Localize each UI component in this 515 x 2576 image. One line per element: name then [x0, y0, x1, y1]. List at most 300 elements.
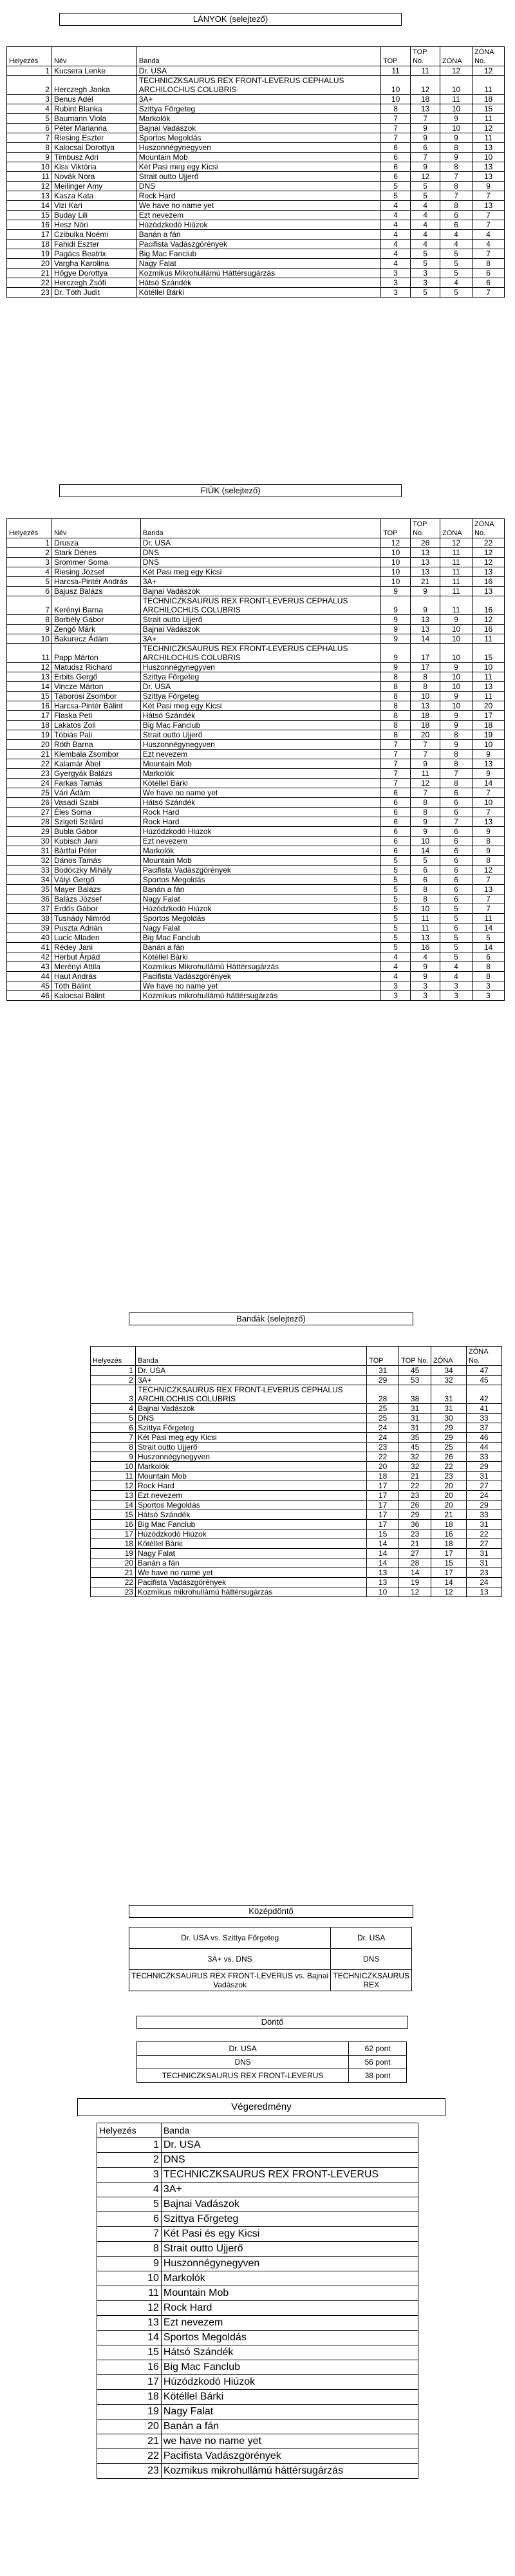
boys-row-cell: 26: [411, 538, 440, 548]
bands-row-cell: 45: [399, 1366, 431, 1376]
semifinal-row-cell: TECHNICZKSAURUS REX FRONT-LEVERUS vs. Bajnai Vadászok: [129, 1970, 331, 1991]
girls-row-cell: We have no name yet: [136, 201, 380, 211]
boys-row-cell: 23: [7, 769, 52, 779]
bands-body: [91, 1366, 502, 1597]
bands-row-cell: Bajnai Vadászok: [135, 1404, 366, 1414]
boys-row-cell: 14: [473, 923, 505, 933]
boys-row-cell: Banán a fán: [140, 943, 380, 952]
boys-row-cell: 9: [440, 692, 473, 701]
boys-row-cell: Riesing József: [52, 567, 140, 577]
bands-row-cell: 32: [399, 1452, 431, 1462]
girls-row-cell: Nagy Falat: [136, 259, 380, 269]
boys-row-cell: 5: [440, 943, 473, 952]
boys-row-cell: Kubisch Jani: [52, 837, 140, 846]
boys-row-cell: 46: [7, 991, 52, 1001]
girls-header-6: ZÓNA No.: [473, 47, 505, 66]
boys-row-cell: 33: [7, 866, 52, 875]
girls-row-cell: 7: [473, 191, 505, 201]
bands-row-cell: 17: [367, 1481, 399, 1491]
girls-row-cell: 8: [7, 143, 52, 153]
boys-section-title: FIÚK (selejtező): [59, 484, 402, 497]
girls-row: [7, 191, 505, 201]
boys-row-cell: 8: [440, 730, 473, 740]
result-row-cell: 7: [97, 2227, 162, 2242]
boys-row-cell: 16: [473, 625, 505, 634]
bands-row-cell: 32: [431, 1376, 467, 1385]
boys-row-cell: 6: [440, 923, 473, 933]
girls-header-2: Banda: [136, 47, 380, 66]
girls-row-cell: Bajnai Vadászok: [136, 124, 380, 133]
girls-row-cell: Kucsera Lenke: [52, 66, 136, 76]
girls-row-cell: Huszonnégynegyven: [136, 143, 380, 153]
boys-row-cell: 6: [440, 846, 473, 856]
boys-row-cell: 4: [381, 962, 411, 972]
boys-row-cell: 6: [440, 866, 473, 875]
girls-row-cell: 6: [440, 211, 473, 220]
bands-row-cell: 33: [467, 1510, 502, 1520]
boys-row-cell: 9: [411, 962, 440, 972]
boys-row-cell: 5: [7, 577, 52, 587]
girls-row-cell: 5: [411, 249, 440, 259]
boys-row-cell: 7: [381, 779, 411, 788]
boys-row-cell: 6: [440, 808, 473, 817]
bands-row-cell: 6: [91, 1423, 136, 1433]
boys-row-cell: 17: [473, 711, 505, 721]
bands-row-cell: 15: [91, 1510, 136, 1520]
boys-row-cell: 8: [411, 682, 440, 692]
boys-row-cell: Matudsz Richard: [52, 663, 140, 672]
boys-row-cell: Bodóczky Mihály: [52, 866, 140, 875]
boys-row-cell: 10: [473, 663, 505, 672]
boys-row-cell: 38: [7, 914, 52, 923]
boys-row: [7, 730, 505, 740]
result-row: [97, 2227, 418, 2242]
bands-row-cell: 42: [467, 1385, 502, 1404]
girls-row-cell: 5: [411, 191, 440, 201]
boys-row-cell: 9: [411, 972, 440, 981]
result-row-cell: Mountain Mob: [161, 2286, 418, 2301]
girls-row-cell: 6: [381, 143, 411, 153]
girls-row-cell: 7: [381, 133, 411, 143]
final-row-cell: Dr. USA: [137, 2042, 349, 2056]
boys-row-cell: 6: [440, 837, 473, 846]
boys-row-cell: 5: [440, 904, 473, 914]
girls-row-cell: 7: [473, 249, 505, 259]
girls-row-cell: 4: [411, 240, 440, 249]
girls-row-cell: Big Mac Fanclub: [136, 249, 380, 259]
result-row: [97, 2301, 418, 2316]
bands-row-cell: 29: [431, 1433, 467, 1443]
girls-row-cell: 4: [381, 230, 411, 240]
result-row-cell: Markolók: [161, 2271, 418, 2286]
boys-row-cell: 10: [411, 904, 440, 914]
bands-row-cell: 34: [431, 1366, 467, 1376]
bands-row-cell: 31: [367, 1366, 399, 1376]
boys-row-cell: 8: [473, 962, 505, 972]
boys-row-cell: 9: [440, 721, 473, 730]
boys-row-cell: Rédey Jani: [52, 943, 140, 952]
girls-row-cell: Rock Hard: [136, 191, 380, 201]
bands-row-cell: 31: [467, 1549, 502, 1558]
boys-row-cell: 4: [440, 972, 473, 981]
boys-row-cell: Bajnai Vadászok: [140, 587, 380, 596]
boys-header-row: [7, 519, 505, 538]
girls-row: [7, 124, 505, 133]
boys-row-cell: Kerényi Barna: [52, 596, 140, 615]
result-title: Végeredmény: [77, 2098, 445, 2116]
boys-row-cell: Stark Dénes: [52, 548, 140, 558]
bands-row: [91, 1414, 502, 1423]
boys-row-cell: 11: [440, 587, 473, 596]
bands-row-cell: 27: [399, 1549, 431, 1558]
boys-row-cell: Nagy Falat: [140, 923, 380, 933]
boys-row-cell: 8: [473, 856, 505, 866]
girls-row-cell: 15: [473, 104, 505, 114]
girls-row-cell: 3: [381, 269, 411, 278]
bands-row-cell: 45: [399, 1443, 431, 1452]
result-row: [97, 2183, 418, 2197]
bands-row-cell: 25: [367, 1414, 399, 1423]
bands-row: [91, 1549, 502, 1558]
bands-header-5: ZÓNA No.: [467, 1347, 502, 1366]
boys-row: [7, 587, 505, 596]
result-row-cell: Nagy Falat: [161, 2405, 418, 2420]
bands-row: [91, 1530, 502, 1539]
boys-row-cell: 22: [7, 759, 52, 769]
bands-row-cell: Strait outto Ujjerő: [135, 1443, 366, 1452]
boys-row-cell: 17: [411, 663, 440, 672]
girls-row-cell: Rubint Blanka: [52, 104, 136, 114]
bands-row-cell: 20: [431, 1501, 467, 1510]
girls-row-cell: 4: [440, 278, 473, 288]
bands-row-cell: Big Mac Fanclub: [135, 1520, 366, 1530]
boys-row-cell: 9: [440, 615, 473, 625]
bands-row: [91, 1539, 502, 1549]
result-row-cell: 19: [97, 2405, 162, 2420]
girls-row: [7, 220, 505, 230]
boys-row-cell: Dános Tamás: [52, 856, 140, 866]
boys-row-cell: We have no name yet: [140, 981, 380, 991]
bands-row-cell: 17: [367, 1501, 399, 1510]
boys-row-cell: Balázs József: [52, 895, 140, 904]
bands-row-cell: 36: [399, 1520, 431, 1530]
boys-row-cell: 8: [440, 779, 473, 788]
bands-row-cell: 22: [367, 1452, 399, 1462]
result-row-cell: 4: [97, 2183, 162, 2197]
boys-row: [7, 558, 505, 567]
boys-row-cell: TECHNICZKSAURUS REX FRONT-LEVERUS CEPHALUS ARCHILOCHUS COLUBRIS: [140, 644, 380, 663]
girls-row-cell: Kasza Kata: [52, 191, 136, 201]
bands-header-row: [91, 1347, 502, 1366]
boys-row-cell: Sportos Megoldás: [140, 914, 380, 923]
girls-row-cell: Húzódzkodó Hiúzok: [136, 220, 380, 230]
boys-row-cell: 9: [411, 759, 440, 769]
bands-row: [91, 1501, 502, 1510]
boys-row-cell: 9: [381, 625, 411, 634]
result-row-cell: Huszonnégynegyven: [161, 2257, 418, 2271]
bands-row-cell: 29: [399, 1510, 431, 1520]
boys-row-cell: Bajnai Vadászok: [140, 625, 380, 634]
bands-row-cell: 23: [91, 1587, 136, 1597]
boys-row-cell: Tóth Bálint: [52, 981, 140, 991]
boys-row: [7, 933, 505, 943]
bands-row-cell: 22: [431, 1462, 467, 1472]
bands-row-cell: Banán a fán: [135, 1558, 366, 1568]
bands-row-cell: 24: [367, 1423, 399, 1433]
boys-row-cell: 5: [381, 856, 411, 866]
result-row: [97, 2197, 418, 2212]
boys-row-cell: Bakurecz Ádám: [52, 634, 140, 644]
boys-row-cell: 15: [473, 644, 505, 663]
boys-row-cell: 11: [7, 644, 52, 663]
girls-row-cell: 7: [411, 114, 440, 124]
boys-row-cell: 7: [440, 769, 473, 779]
boys-row-cell: 11: [411, 769, 440, 779]
boys-row-cell: 9: [411, 817, 440, 827]
bands-row-cell: DNS: [135, 1414, 366, 1423]
girls-row-cell: Hátsó Szándék: [136, 278, 380, 288]
boys-row-cell: Huszonnégynegyven: [140, 663, 380, 672]
boys-row-cell: 42: [7, 952, 52, 962]
girls-header-0: Helyezés: [7, 47, 52, 66]
girls-row-cell: 13: [411, 104, 440, 114]
girls-row: [7, 114, 505, 124]
boys-row-cell: 6: [440, 856, 473, 866]
bands-row-cell: 46: [467, 1433, 502, 1443]
girls-row-cell: Szittya Főrgeteg: [136, 104, 380, 114]
boys-row-cell: 10: [440, 634, 473, 644]
bands-row-cell: 33: [467, 1414, 502, 1423]
boys-row-cell: 13: [473, 587, 505, 596]
bands-row-cell: 16: [91, 1520, 136, 1530]
semifinal-row-cell: Dr. USA: [331, 1927, 412, 1949]
boys-row: [7, 981, 505, 991]
boys-row-cell: 6: [381, 827, 411, 837]
bands-row: [91, 1520, 502, 1530]
boys-row-cell: 14: [7, 682, 52, 692]
boys-row: [7, 538, 505, 548]
boys-row-cell: 7: [473, 875, 505, 885]
boys-row-cell: 30: [7, 837, 52, 846]
bands-row-cell: 14: [91, 1501, 136, 1510]
girls-row-cell: 2: [7, 76, 52, 95]
girls-row-cell: 4: [411, 220, 440, 230]
bands-row-cell: 10: [91, 1462, 136, 1472]
girls-header-5: ZÓNA: [440, 47, 473, 66]
boys-row-cell: 6: [381, 798, 411, 808]
boys-row-cell: 11: [440, 567, 473, 577]
bands-row-cell: 14: [367, 1558, 399, 1568]
girls-row-cell: Ezt nevezem: [136, 211, 380, 220]
bands-row-cell: 26: [431, 1452, 467, 1462]
girls-row-cell: Hesz Nóri: [52, 220, 136, 230]
boys-row-cell: 18: [411, 711, 440, 721]
boys-row: [7, 740, 505, 750]
final-table: [136, 2041, 407, 2083]
bands-row-cell: 26: [399, 1501, 431, 1510]
boys-row-cell: 7: [381, 740, 411, 750]
boys-row-cell: Bajusz Balázs: [52, 587, 140, 596]
boys-header-6: ZÓNA No.: [473, 519, 505, 538]
result-row: [97, 2390, 418, 2405]
boys-row: [7, 788, 505, 798]
boys-row-cell: 5: [381, 885, 411, 895]
girls-row-cell: Riesing Eszter: [52, 133, 136, 143]
bands-row-cell: 31: [399, 1414, 431, 1423]
bands-row-cell: 3A+: [135, 1376, 366, 1385]
girls-row-cell: 9: [440, 133, 473, 143]
boys-row-cell: 5: [473, 933, 505, 943]
bands-row-cell: 17: [367, 1520, 399, 1530]
boys-row-cell: 7: [411, 788, 440, 798]
girls-row-cell: 13: [473, 201, 505, 211]
boys-row-cell: Pacifista Vadászgörények: [140, 866, 380, 875]
boys-row-cell: 43: [7, 962, 52, 972]
girls-row-cell: Dr. USA: [136, 66, 380, 76]
boys-row-cell: 10: [440, 625, 473, 634]
result-row: [97, 2360, 418, 2375]
bands-row-cell: 47: [467, 1366, 502, 1376]
boys-row-cell: Mountain Mob: [140, 856, 380, 866]
boys-row-cell: 6: [440, 895, 473, 904]
girls-row-cell: Benus Adél: [52, 95, 136, 104]
girls-row-cell: 19: [7, 249, 52, 259]
girls-row-cell: 5: [411, 288, 440, 298]
boys-row-cell: 26: [7, 798, 52, 808]
bands-row-cell: 14: [367, 1549, 399, 1558]
boys-row-cell: 28: [7, 817, 52, 827]
boys-row: [7, 750, 505, 759]
girls-row-cell: 5: [440, 259, 473, 269]
bands-row-cell: We have no name yet: [135, 1568, 366, 1578]
boys-row-cell: 13: [473, 817, 505, 827]
girls-row-cell: 6: [440, 220, 473, 230]
girls-row-cell: 8: [440, 143, 473, 153]
girls-row-cell: Czibulka Noémi: [52, 230, 136, 240]
girls-row: [7, 133, 505, 143]
boys-row-cell: 5: [381, 943, 411, 952]
result-row-cell: 3: [97, 2168, 162, 2183]
boys-row: [7, 548, 505, 558]
boys-row-cell: 10: [440, 701, 473, 711]
boys-row-cell: 9: [473, 846, 505, 856]
boys-row-cell: 6: [381, 846, 411, 856]
bands-row-cell: TECHNICZKSAURUS REX FRONT-LEVERUS CEPHALUS ARCHILOCHUS COLUBRIS: [135, 1385, 366, 1404]
bands-row-cell: 20: [91, 1558, 136, 1568]
boys-row: [7, 798, 505, 808]
boys-row-cell: 5: [411, 856, 440, 866]
boys-row-cell: Rock Hard: [140, 808, 380, 817]
boys-row-cell: Hátsó Szándék: [140, 711, 380, 721]
boys-row-cell: 4: [381, 972, 411, 981]
boys-row-cell: Lucic Mladen: [52, 933, 140, 943]
boys-row-cell: Kötéllel Bárki: [140, 952, 380, 962]
boys-row-cell: 8: [440, 750, 473, 759]
result-row-cell: 16: [97, 2360, 162, 2375]
bands-row-cell: 19: [399, 1578, 431, 1587]
boys-row-cell: 6: [411, 866, 440, 875]
boys-row-cell: 3: [381, 991, 411, 1001]
boys-row-cell: Pacifista Vadászgörények: [140, 972, 380, 981]
boys-row-cell: 5: [381, 866, 411, 875]
result-row-cell: DNS: [161, 2153, 418, 2168]
bands-row-cell: 21: [399, 1472, 431, 1481]
boys-row-cell: 24: [7, 779, 52, 788]
boys-row-cell: 35: [7, 885, 52, 895]
girls-row-cell: 6: [7, 124, 52, 133]
bands-row: [91, 1462, 502, 1472]
girls-row-cell: 4: [381, 259, 411, 269]
boys-row-cell: 36: [7, 895, 52, 904]
boys-row-cell: Markolók: [140, 769, 380, 779]
bands-row-cell: 2: [91, 1376, 136, 1385]
boys-row-cell: 10: [381, 558, 411, 567]
result-row: [97, 2420, 418, 2434]
result-row: [97, 2257, 418, 2271]
boys-row-cell: 18: [473, 721, 505, 730]
bands-row-cell: 17: [431, 1568, 467, 1578]
boys-table: [6, 518, 505, 1001]
bands-row-cell: 4: [91, 1404, 136, 1414]
boys-row-cell: Sportos Megoldás: [140, 875, 380, 885]
girls-row-cell: 8: [440, 182, 473, 191]
result-row-cell: 11: [97, 2286, 162, 2301]
boys-row-cell: 10: [473, 740, 505, 750]
boys-row-cell: 9: [440, 711, 473, 721]
boys-row: [7, 866, 505, 875]
boys-row-cell: Herbut Árpád: [52, 952, 140, 962]
result-row-cell: Pacifista Vadászgörények: [161, 2449, 418, 2464]
boys-row-cell: 8: [473, 837, 505, 846]
boys-row-cell: 5: [440, 933, 473, 943]
boys-row-cell: Húzódzkodó Hiúzok: [140, 904, 380, 914]
bands-row-cell: 22: [467, 1530, 502, 1539]
bands-row-cell: 12: [91, 1481, 136, 1491]
girls-row-cell: 5: [411, 259, 440, 269]
bands-row-cell: Kötéllel Bárki: [135, 1539, 366, 1549]
boys-row-cell: 4: [381, 952, 411, 962]
boys-row-cell: Pusztа Adrián: [52, 923, 140, 933]
girls-row-cell: 12: [473, 124, 505, 133]
bands-row: [91, 1404, 502, 1414]
boys-row-cell: Vályi Gergő: [52, 875, 140, 885]
girls-row-cell: 9: [411, 124, 440, 133]
bands-row-cell: 31: [399, 1404, 431, 1414]
girls-row-cell: 8: [440, 201, 473, 211]
boys-row-cell: 18: [411, 721, 440, 730]
girls-row-cell: 8: [381, 104, 411, 114]
boys-row-cell: 13: [473, 885, 505, 895]
bands-row: [91, 1423, 502, 1433]
boys-row-cell: 10: [7, 634, 52, 644]
bands-row: [91, 1558, 502, 1568]
bands-row-cell: 15: [431, 1558, 467, 1568]
girls-row-cell: 11: [381, 66, 411, 76]
bands-row-cell: Hátsó Szándék: [135, 1510, 366, 1520]
result-row-cell: 21: [97, 2434, 162, 2449]
boys-row-cell: 11: [411, 923, 440, 933]
boys-row-cell: 12: [411, 779, 440, 788]
boys-row-cell: 15: [7, 692, 52, 701]
result-row-cell: TECHNICZKSAURUS REX FRONT-LEVERUS: [161, 2168, 418, 2183]
bands-row-cell: 14: [431, 1578, 467, 1587]
result-row-cell: Szittya Főrgeteg: [161, 2212, 418, 2227]
bands-row-cell: 3: [91, 1385, 136, 1404]
boys-row-cell: 12: [440, 538, 473, 548]
girls-row-cell: 6: [381, 162, 411, 172]
boys-row-cell: 6: [440, 885, 473, 895]
boys-row-cell: 5: [381, 904, 411, 914]
